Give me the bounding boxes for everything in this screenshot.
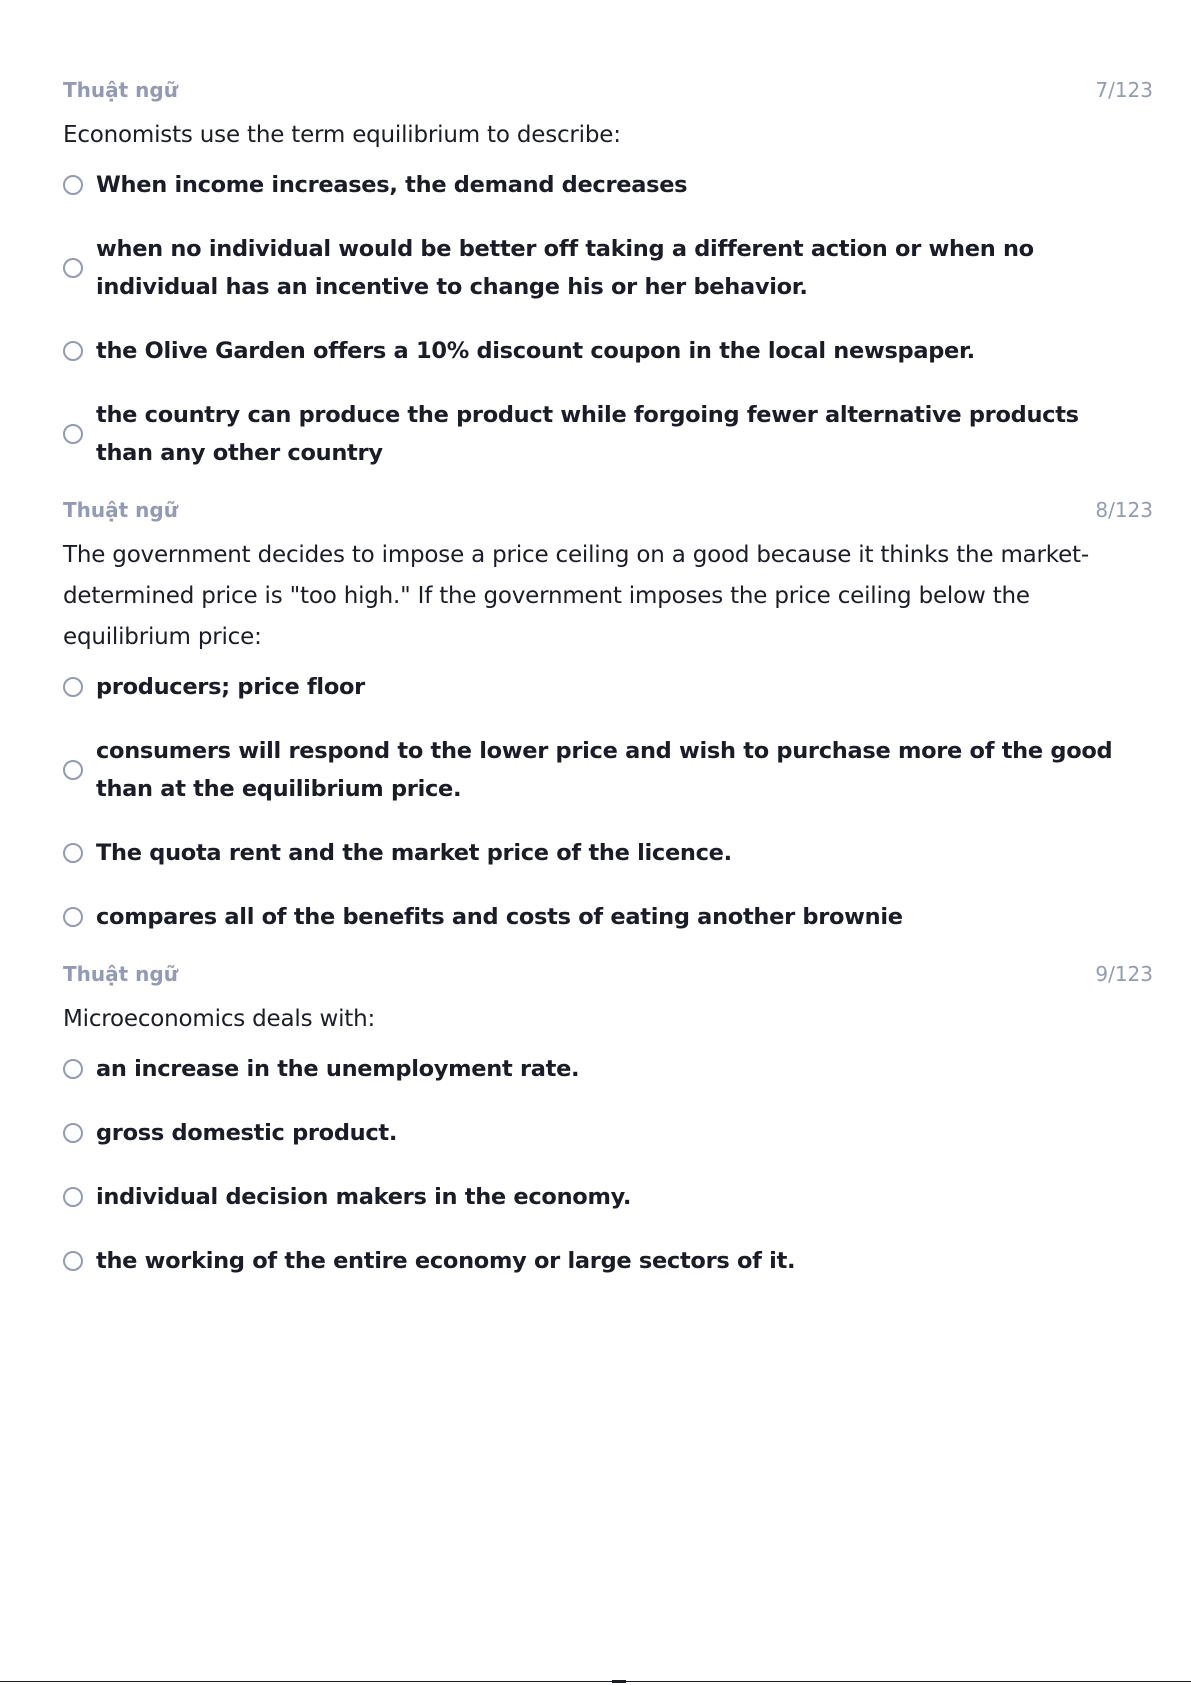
- question-7: [63, 78, 1153, 472]
- question-header: [63, 962, 1153, 988]
- answer-option-text: the working of the entire economy or large sectors of it.: [96, 1248, 796, 1274]
- answer-option-text: when no individual would be better off taking a different action or when no individual has an incentive to change his or her behavior.: [96, 236, 1034, 300]
- answer-option[interactable]: [63, 1050, 1153, 1088]
- footer-marker: [612, 1680, 626, 1683]
- radio-button-icon[interactable]: [63, 907, 83, 927]
- question-header: [63, 78, 1153, 104]
- answer-option-text: consumers will respond to the lower price and wish to purchase more of the good than at the equilibrium price.: [96, 738, 1113, 802]
- answer-option[interactable]: [63, 332, 1153, 370]
- radio-button-icon[interactable]: [63, 760, 83, 780]
- answer-option-text: an increase in the unemployment rate.: [96, 1056, 580, 1082]
- answer-option[interactable]: [63, 1242, 1153, 1280]
- answer-option[interactable]: [63, 1178, 1153, 1216]
- radio-button-icon[interactable]: [63, 341, 83, 361]
- question-header: [63, 498, 1153, 524]
- radio-button-icon[interactable]: [63, 1059, 83, 1079]
- answer-option[interactable]: [63, 834, 1153, 872]
- question-prompt: Microeconomics deals with:: [63, 1006, 376, 1032]
- radio-button-icon[interactable]: [63, 1187, 83, 1207]
- answer-option[interactable]: [63, 1114, 1153, 1152]
- answer-option-text: producers; price floor: [96, 674, 365, 700]
- radio-button-icon[interactable]: [63, 843, 83, 863]
- radio-button-icon[interactable]: [63, 1123, 83, 1143]
- question-counter: 9/123: [1095, 962, 1153, 986]
- answer-options: [63, 668, 1153, 936]
- radio-button-icon[interactable]: [63, 1251, 83, 1271]
- term-label: Thuật ngữ: [63, 498, 178, 522]
- question-9: [63, 962, 1153, 1280]
- answer-option-text: the country can produce the product while forgoing fewer alternative products than any other country: [96, 402, 1079, 466]
- question-prompt: Economists use the term equilibrium to describe:: [63, 122, 621, 148]
- answer-option-text: compares all of the benefits and costs of eating another brownie: [96, 904, 903, 930]
- answer-option[interactable]: [63, 230, 1153, 306]
- radio-button-icon[interactable]: [63, 258, 83, 278]
- answer-option-text: individual decision makers in the economy.: [96, 1184, 632, 1210]
- answer-option-text: gross domestic product.: [96, 1120, 398, 1146]
- question-prompt: The government decides to impose a price ceiling on a good because it thinks the market-determined price is "too high." If the government imposes the price ceiling below the equilibrium price:: [63, 542, 1089, 650]
- quiz-page: [63, 78, 1153, 1306]
- answer-option[interactable]: [63, 898, 1153, 936]
- radio-button-icon[interactable]: [63, 424, 83, 444]
- answer-option-text: the Olive Garden offers a 10% discount coupon in the local newspaper.: [96, 338, 975, 364]
- radio-button-icon[interactable]: [63, 677, 83, 697]
- term-label: Thuật ngữ: [63, 78, 178, 102]
- answer-options: [63, 166, 1153, 472]
- answer-options: [63, 1050, 1153, 1280]
- answer-option[interactable]: [63, 732, 1153, 808]
- answer-option[interactable]: [63, 668, 1153, 706]
- question-counter: 7/123: [1095, 78, 1153, 102]
- question-8: [63, 498, 1153, 936]
- answer-option-text: The quota rent and the market price of the licence.: [96, 840, 732, 866]
- footer-divider: [0, 1681, 1191, 1682]
- answer-option-text: When income increases, the demand decreases: [96, 172, 688, 198]
- radio-button-icon[interactable]: [63, 175, 83, 195]
- question-counter: 8/123: [1095, 498, 1153, 522]
- answer-option[interactable]: [63, 396, 1153, 472]
- answer-option[interactable]: [63, 166, 1153, 204]
- term-label: Thuật ngữ: [63, 962, 178, 986]
